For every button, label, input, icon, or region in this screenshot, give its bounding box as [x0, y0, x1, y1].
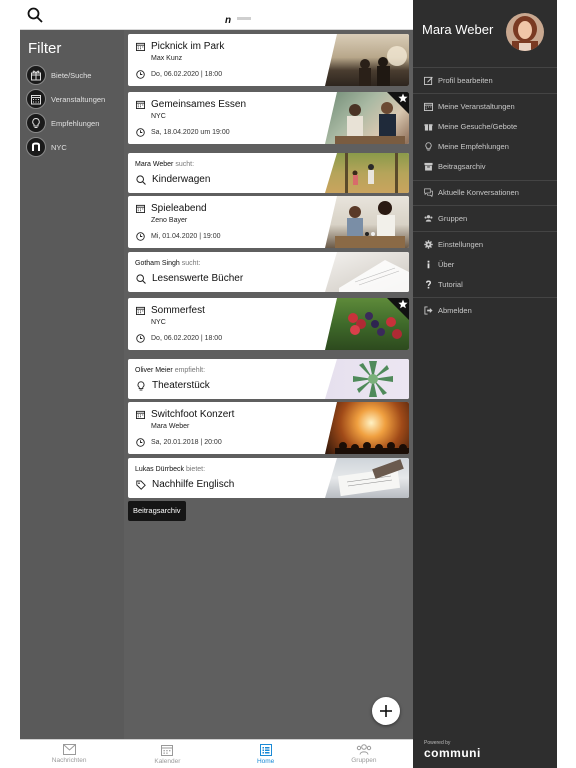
calendar-icon [136, 42, 145, 51]
powered-by-label: Powered by [424, 740, 451, 746]
post-title: Nachhilfe Englisch [152, 479, 235, 490]
book-photo [325, 252, 409, 292]
post-card[interactable] [128, 153, 409, 193]
calendar-icon [424, 102, 433, 111]
menu-item-groups[interactable] [424, 212, 467, 224]
menu-item-logout[interactable] [424, 304, 472, 316]
post-card[interactable] [128, 458, 409, 498]
logout-icon [424, 306, 433, 315]
filter-title: Filter [28, 40, 62, 57]
left-margin [0, 0, 20, 768]
menu-divider [413, 297, 557, 298]
post-author: Mara Weber [135, 161, 174, 168]
card-subtitle: Mara Weber [151, 423, 190, 430]
concert-photo [325, 402, 409, 454]
menu-item-label: Gruppen [438, 213, 468, 223]
calendar-icon [26, 89, 46, 109]
games-photo [325, 196, 409, 248]
post-title: Lesenswerte Bücher [152, 273, 244, 284]
post-author-line [135, 466, 205, 473]
user-name[interactable]: Mara Weber [422, 22, 494, 37]
menu-item-my-recommendations[interactable] [424, 140, 509, 152]
chat-icon [424, 188, 433, 197]
lightbulb-icon [424, 142, 433, 151]
archive-icon [424, 162, 433, 171]
menu-item-my-offers[interactable] [424, 120, 517, 132]
filter-item-label: Empfehlungen [51, 118, 100, 128]
event-card[interactable] [128, 196, 409, 248]
post-title: Kinderwagen [152, 174, 211, 185]
menu-item-label: Beitragsarchiv [438, 161, 486, 171]
tab-groups[interactable] [315, 740, 413, 768]
filter-item-recommendations[interactable] [26, 112, 122, 134]
menu-divider [413, 205, 557, 206]
card-title: Switchfoot Konzert [151, 409, 235, 420]
event-card[interactable] [128, 402, 409, 454]
card-date: Mi, 01.04.2020 | 19:00 [151, 233, 221, 240]
clock-icon [136, 232, 145, 241]
park-photo [325, 153, 409, 193]
archive-button[interactable]: Beitragsarchiv [128, 501, 186, 521]
post-author-line [135, 161, 194, 168]
lightbulb-icon [26, 113, 46, 133]
post-verb: sucht: [175, 161, 195, 168]
post-verb: sucht: [181, 260, 201, 267]
menu-item-my-events[interactable] [424, 100, 515, 112]
menu-item-archive[interactable] [424, 160, 486, 172]
filter-item-label: NYC [51, 142, 67, 152]
tab-calendar[interactable] [118, 740, 216, 768]
post-verb: bietet: [185, 466, 206, 473]
search-icon [136, 274, 146, 284]
community-logo-icon [26, 137, 46, 157]
tab-label: Gruppen [351, 757, 377, 764]
edit-icon [424, 76, 433, 85]
envelope-icon [63, 744, 76, 755]
filter-item-events[interactable] [26, 88, 122, 110]
card-date: Sa, 20.01.2018 | 20:00 [151, 439, 222, 446]
gift-icon [424, 122, 433, 131]
clock-icon [136, 438, 145, 447]
calendar-icon [161, 744, 173, 756]
favorite-badge[interactable] [387, 92, 409, 114]
post-author: Lukas Dürrbeck [135, 466, 185, 473]
menu-item-conversations[interactable] [424, 186, 519, 198]
menu-item-label: Einstellungen [438, 239, 484, 249]
card-title: Gemeinsames Essen [151, 99, 247, 110]
event-card[interactable] [128, 298, 409, 350]
powered-by-brand [424, 740, 481, 760]
menu-item-label: Meine Veranstaltungen [438, 101, 515, 111]
tab-label: Home [256, 757, 275, 765]
star-icon [398, 299, 408, 309]
card-title: Spieleabend [151, 203, 207, 214]
card-title: Picknick im Park [151, 41, 225, 52]
tab-label: Kalender [154, 757, 181, 765]
tag-icon [136, 480, 146, 490]
card-subtitle: Zeno Bayer [151, 217, 188, 224]
gear-icon [424, 240, 433, 249]
menu-divider [413, 180, 557, 181]
menu-item-label: Über [438, 259, 455, 269]
group-icon [356, 744, 372, 755]
post-author: Oliver Meier [135, 367, 173, 374]
menu-item-label: Meine Empfehlungen [438, 141, 509, 151]
card-subtitle: NYC [151, 113, 166, 120]
writing-photo [325, 458, 409, 498]
tab-bar [20, 739, 413, 768]
question-icon [424, 280, 433, 289]
post-title: Theaterstück [152, 380, 210, 391]
star-icon [398, 93, 408, 103]
calendar-icon [136, 410, 145, 419]
post-card[interactable] [128, 359, 409, 399]
menu-item-label: Meine Gesuche/Gebote [438, 121, 518, 131]
succulent-photo [325, 359, 409, 399]
filter-item-label: Biete/Suche [51, 70, 92, 80]
feed [124, 30, 413, 739]
card-date: Sa, 18.04.2020 um 19:00 [151, 129, 230, 136]
menu-item-label: Tutorial [438, 279, 463, 289]
menu-item-settings[interactable] [424, 238, 483, 250]
menu-item-label: Profil bearbeiten [438, 75, 493, 85]
group-icon [424, 214, 433, 223]
post-author-line [135, 260, 200, 267]
avatar[interactable] [506, 13, 544, 51]
post-author: Gotham Singh [135, 260, 180, 267]
post-verb: empfiehlt: [174, 367, 206, 374]
post-author-line [135, 367, 205, 374]
menu-item-label: Abmelden [438, 305, 472, 315]
calendar-icon [136, 204, 145, 213]
menu-divider [413, 67, 557, 68]
brand-logo: communi [424, 746, 481, 760]
clock-icon [136, 70, 145, 79]
gift-icon [26, 65, 46, 85]
search-icon[interactable] [27, 7, 43, 23]
filter-item-nyc[interactable] [26, 136, 122, 158]
info-icon [424, 260, 433, 269]
right-margin [557, 0, 576, 768]
top-bar [20, 0, 413, 30]
menu-item-label: Aktuelle Konversationen [438, 187, 519, 197]
event-card[interactable] [128, 34, 409, 86]
filter-item-offers[interactable] [26, 64, 122, 86]
card-date: Do, 06.02.2020 | 18:00 [151, 335, 223, 342]
app-logo [225, 10, 251, 26]
card-subtitle: Max Kunz [151, 55, 183, 62]
add-post-button[interactable] [372, 697, 400, 725]
picnic-photo [325, 34, 409, 86]
menu-item-tutorial[interactable] [424, 278, 463, 290]
menu-item-edit-profile[interactable] [424, 74, 493, 86]
menu-divider [413, 93, 557, 94]
logo-tagline [237, 17, 251, 20]
clock-icon [136, 334, 145, 343]
filter-panel [20, 30, 124, 739]
filter-item-label: Veranstaltungen [51, 94, 106, 104]
calendar-icon [136, 100, 145, 109]
card-subtitle: NYC [151, 319, 166, 326]
home-list-icon [260, 744, 272, 756]
calendar-icon [136, 306, 145, 315]
card-date: Do, 06.02.2020 | 18:00 [151, 71, 223, 78]
tab-home[interactable] [217, 740, 315, 768]
menu-divider [413, 231, 557, 232]
tab-label: Nachrichten [51, 757, 87, 764]
search-icon [136, 175, 146, 185]
side-menu [413, 0, 557, 768]
lightbulb-icon [136, 381, 146, 391]
tab-messages[interactable] [20, 740, 118, 768]
favorite-badge[interactable] [387, 298, 409, 320]
menu-item-about[interactable] [424, 258, 454, 270]
event-card[interactable] [128, 92, 409, 144]
logo-letter: n [225, 15, 232, 26]
card-title: Sommerfest [151, 305, 205, 316]
clock-icon [136, 128, 145, 137]
post-card[interactable] [128, 252, 409, 292]
plus-icon [379, 704, 393, 718]
